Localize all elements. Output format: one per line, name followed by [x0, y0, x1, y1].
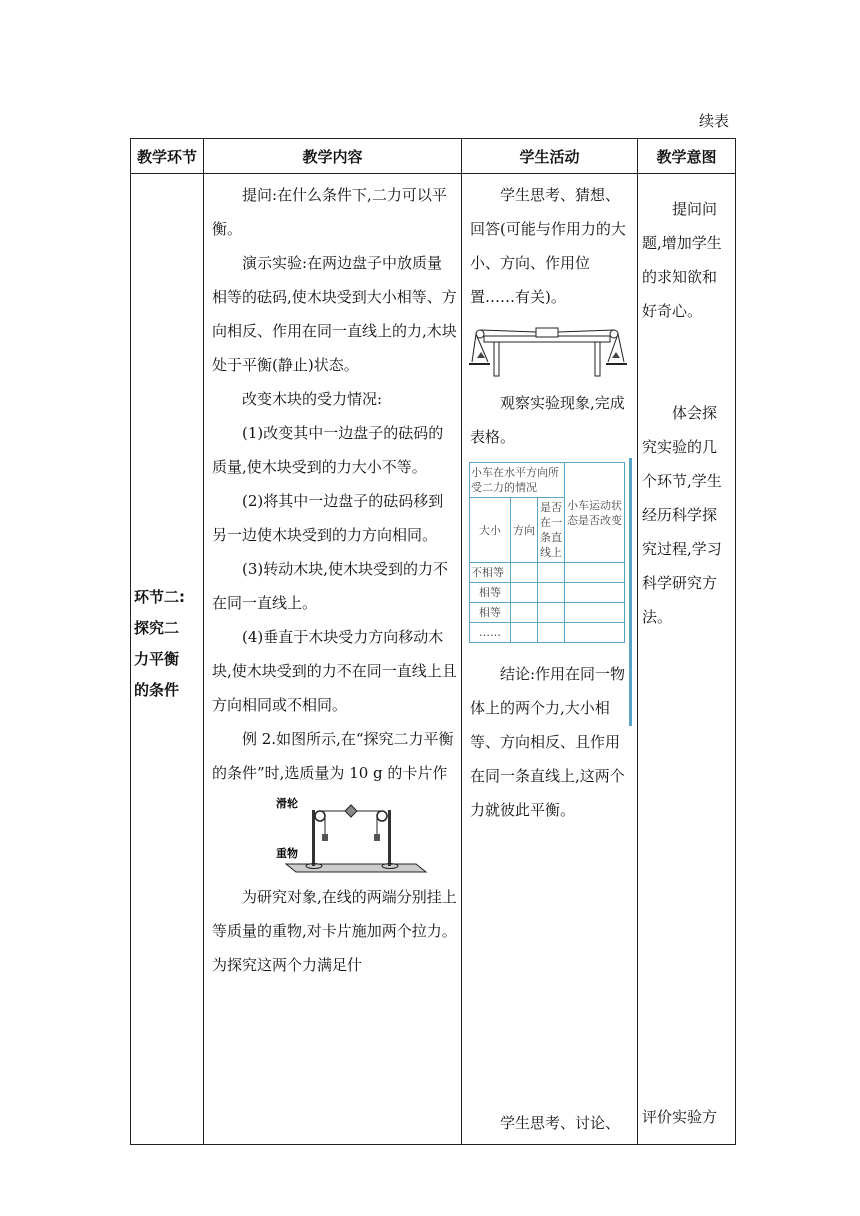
table-row — [470, 623, 625, 643]
weight-label: 重物 — [276, 847, 298, 860]
table-row — [470, 563, 625, 583]
question-text: 提问:在什么条件下,二力可以平衡。 — [212, 186, 447, 238]
conclusion-text: 结论:作用在同一物体上的两个力,大小相等、方向相反、且作用在同一条直线上,这两个力就彼此平衡。 — [470, 665, 626, 819]
state-header: 小车运动状态是否改变 — [565, 463, 625, 563]
table-side-bar — [629, 458, 632, 726]
col-line: 是否在一条直线上 — [538, 498, 565, 563]
section-line: 力平衡 — [134, 650, 180, 668]
intent-1: 提问问题,增加学生的求知欲和好奇心。 — [642, 200, 722, 320]
group-header: 小车在水平方向所受二力的情况 — [470, 463, 565, 498]
section-name — [134, 582, 196, 706]
card-experiment-figure — [276, 794, 457, 878]
section-line: 环节二: — [134, 588, 185, 606]
balance-apparatus-figure — [468, 324, 633, 382]
example-continued: 为研究对象,在线的两端分别挂上等质量的重物,对卡片施加两个拉力。为探究这两个力满足什 — [212, 888, 457, 974]
student-think: 学生思考、猜想、回答(可能与作用力的大小、方向、作用位置……有关)。 — [470, 186, 626, 306]
change-intro: 改变木块的受力情况: — [242, 390, 383, 408]
header-stage: 教学环节 — [131, 139, 204, 174]
row-label: 相等 — [470, 583, 511, 603]
example-text: 例 2.如图所示,在“探究二力平衡的条件”时,选质量为 10 g 的卡片作 — [212, 730, 454, 782]
step-3: (3)转动木块,使木块受到的力不在同一直线上。 — [212, 560, 449, 612]
header-content: 教学内容 — [204, 139, 462, 174]
observation-table — [469, 462, 625, 643]
row-label: …… — [470, 623, 511, 643]
header-row — [131, 139, 736, 174]
demo-text: 演示实验:在两边盘子中放质量相等的砝码,使木块受到大小相等、方向相反、作用在同一直线上的力,木块处于平衡(静止)状态。 — [212, 254, 457, 374]
row-label: 不相等 — [470, 563, 511, 583]
student-observe: 观察实验现象,完成表格。 — [470, 394, 625, 446]
table-row — [470, 583, 625, 603]
lesson-table — [130, 138, 736, 1145]
observation-table-wrap — [470, 462, 630, 643]
continued-label: 续表 — [698, 112, 729, 130]
col-size: 大小 — [470, 498, 511, 563]
section-line: 的条件 — [134, 681, 180, 699]
section-row — [131, 174, 736, 1145]
intent-3: 评价实验方 — [642, 1108, 718, 1126]
col-direction: 方向 — [511, 498, 538, 563]
row-label: 相等 — [470, 603, 511, 623]
header-intent: 教学意图 — [638, 139, 736, 174]
header-activity: 学生活动 — [462, 139, 638, 174]
table-row — [470, 603, 625, 623]
intent-2: 体会探究实验的几个环节,学生经历科学探究过程,学习科学研究方法。 — [642, 404, 722, 626]
step-4: (4)垂直于木块受力方向移动木块,使木块受到的力不在同一直线上且方向相同或不相同。 — [212, 628, 457, 714]
section-line: 探究二 — [134, 619, 180, 637]
student-discuss: 学生思考、讨论、 — [500, 1114, 621, 1132]
step-1: (1)改变其中一边盘子的砝码的质量,使木块受到的力大小不等。 — [212, 424, 444, 476]
step-2: (2)将其中一边盘子的砝码移到另一边使木块受到的力方向相同。 — [212, 492, 444, 544]
pulley-label: 滑轮 — [276, 797, 298, 810]
